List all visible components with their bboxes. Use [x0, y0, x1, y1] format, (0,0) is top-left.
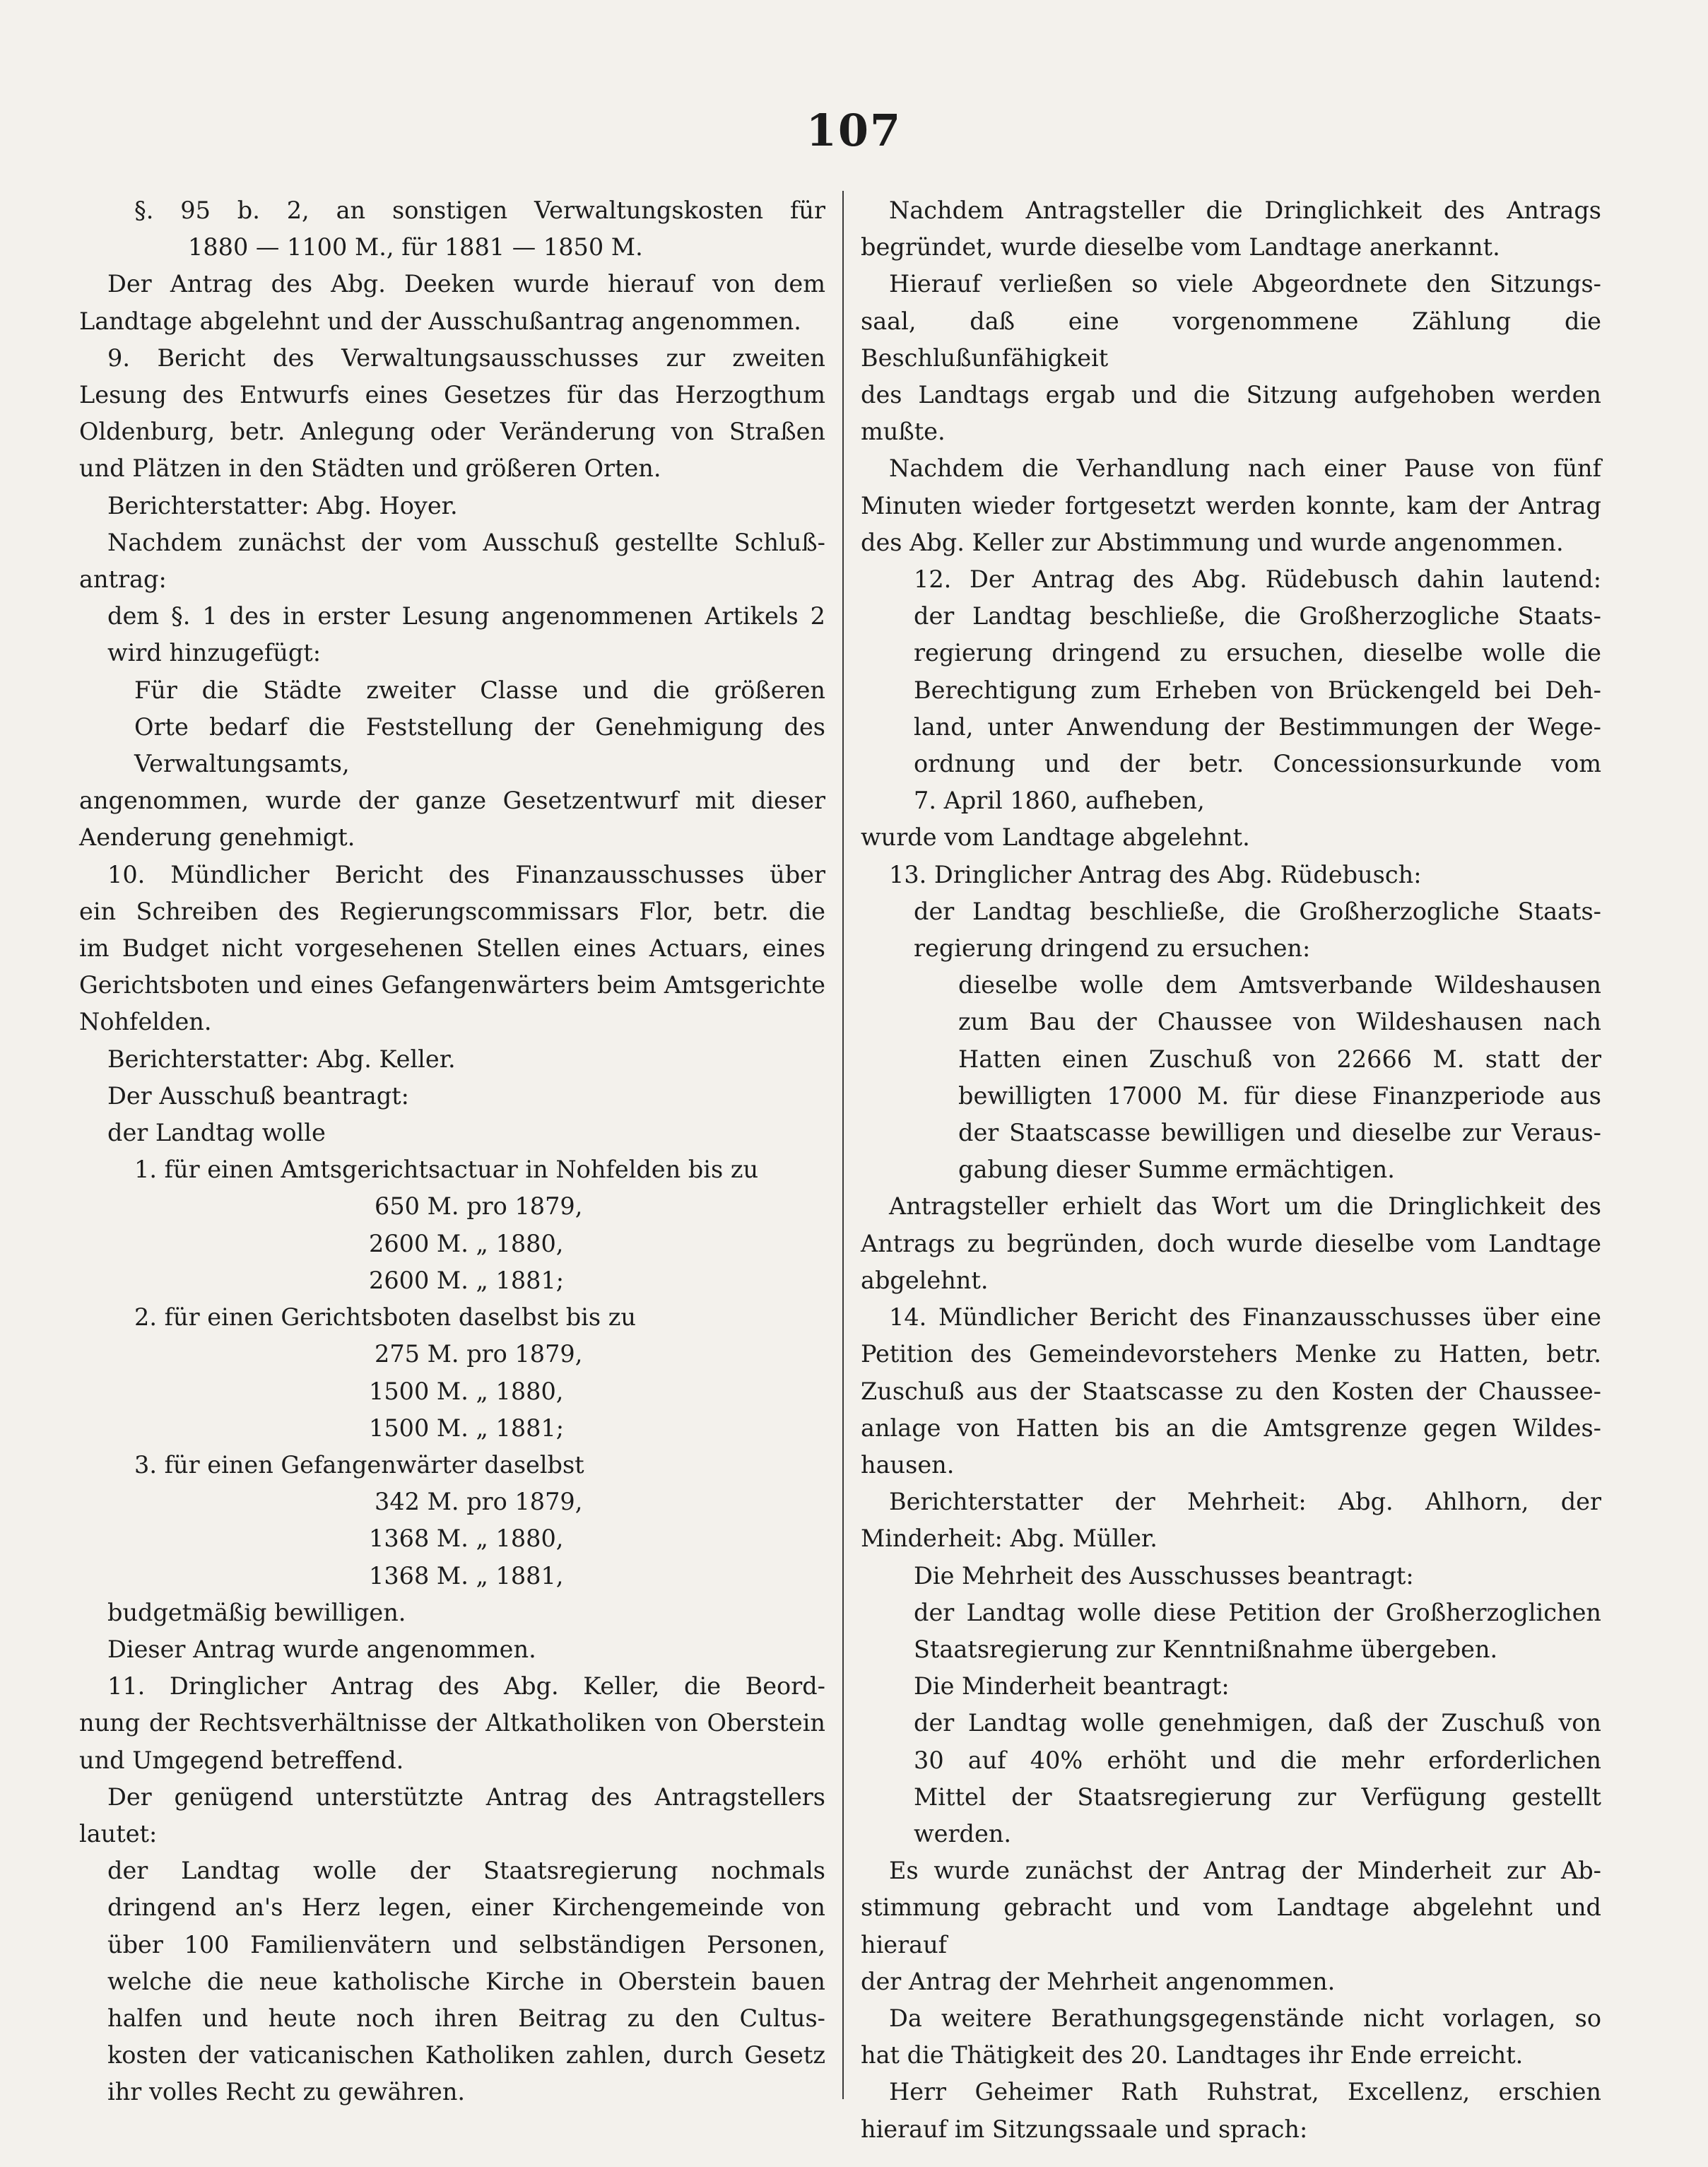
text-line: Zuschuß aus der Staatscasse zu den Kosten der Chaussee- [861, 1377, 1601, 1405]
text-line: 1500 M. „ 1881; [369, 1414, 565, 1442]
text-line: Aenderung genehmigt. [79, 823, 355, 852]
text-line: Der genügend unterstützte Antrag des Antragstellers [107, 1783, 825, 1811]
text-line: 14. Mündlicher Bericht des Finanzausschusses über eine [889, 1303, 1601, 1332]
text-line: 650 M. pro 1879, [375, 1192, 583, 1221]
text-line: der Landtag wolle [107, 1119, 326, 1147]
text-line: Dieser Antrag wurde angenommen. [107, 1635, 536, 1663]
text-line: Da weitere Berathungsgegenstände nicht vorlagen, so [889, 2004, 1601, 2032]
text-line: land, unter Anwendung der Bestimmungen der Wege- [914, 712, 1601, 741]
text-line: Berechtigung zum Erheben von Brückengeld bei Deh- [914, 676, 1601, 704]
text-line: 7. April 1860, aufheben, [914, 787, 1205, 815]
text-line: saal, daß eine vorgenommene Zählung die Beschlußunfähigkeit [861, 307, 1601, 372]
text-line: Minderheit: Abg. Müller. [861, 1525, 1158, 1553]
text-line: der Landtag beschließe, die Großherzogliche Staats- [914, 897, 1601, 925]
text-line: der Antrag der Mehrheit angenommen. [861, 1967, 1336, 1995]
text-line: werden. [914, 1819, 1012, 1848]
text-line: abgelehnt. [861, 1266, 989, 1294]
text-line: Antrags zu begründen, doch wurde dieselbe vom Landtage [861, 1229, 1601, 1257]
text-line: regierung dringend zu ersuchen: [914, 934, 1311, 963]
text-line: gabung dieser Summe ermächtigen. [958, 1156, 1395, 1184]
text-line: bewilligten 17000 M. für diese Finanzperiode aus [958, 1081, 1601, 1110]
text-line: Nachdem Antragsteller die Dringlichkeit des Antrags [889, 196, 1601, 224]
text-line: ein Schreiben des Regierungscommissars Flor, betr. die [79, 897, 825, 925]
text-line: 11. Dringlicher Antrag des Abg. Keller, die Beord- [107, 1672, 825, 1701]
text-line: und Umgegend betreffend. [79, 1746, 404, 1774]
text-line: kosten der vaticanischen Katholiken zahlen, durch Gesetz [107, 2041, 825, 2069]
text-line: regierung dringend zu ersuchen, dieselbe wolle die [914, 639, 1601, 667]
text-line: Staatsregierung zur Kenntnißnahme übergeben. [914, 1635, 1498, 1663]
text-line: halfen und heute noch ihren Beitrag zu den Cultus- [107, 2004, 825, 2032]
text-line: anlage von Hatten bis an die Amtsgrenze gegen Wildes- [861, 1414, 1601, 1442]
text-line: Oldenburg, betr. Anlegung oder Veränderung von Straßen [79, 418, 825, 446]
text-line: der Landtag wolle genehmigen, daß der Zuschuß von [914, 1709, 1601, 1737]
text-line: 2600 M. „ 1881; [369, 1266, 565, 1294]
text-line: Der Antrag des Abg. Deeken wurde hierauf von dem [107, 270, 825, 298]
text-line: Minuten wieder fortgesetzt werden konnte, kam der Antrag [861, 491, 1601, 519]
text-line: 2600 M. „ 1880, [369, 1229, 564, 1257]
text-line: des Landtags ergab und die Sitzung aufgehoben werden [861, 381, 1601, 409]
text-line: Nachdem die Verhandlung nach einer Pause von fünf [889, 454, 1601, 483]
text-line: 2. für einen Gerichtsboten daselbst bis zu [134, 1303, 636, 1332]
text-line: wird hinzugefügt: [107, 639, 322, 667]
text-line: hat die Thätigkeit des 20. Landtages ihr Ende erreicht. [861, 2041, 1524, 2069]
text-line: der Landtag beschließe, die Großherzogliche Staats- [914, 602, 1601, 630]
text-line: Verwaltungsamts, [134, 750, 350, 778]
text-line: Berichterstatter der Mehrheit: Abg. Ahlhorn, der [889, 1488, 1601, 1516]
text-line: Die Minderheit beantragt: [914, 1672, 1230, 1701]
text-line: Landtage abgelehnt und der Ausschußantrag angenommen. [79, 307, 801, 335]
text-line: Es wurde zunächst der Antrag der Minderheit zur Ab- [889, 1857, 1601, 1885]
text-line: Nachdem zunächst der vom Ausschuß gestellte Schluß- [107, 528, 825, 556]
text-line: budgetmäßig bewilligen. [107, 1598, 406, 1626]
text-line: wurde vom Landtage abgelehnt. [861, 823, 1250, 852]
text-line: Hierauf verließen so viele Abgeordnete den Sitzungs- [889, 270, 1601, 298]
text-line: Herr Geheimer Rath Ruhstrat, Excellenz, erschien [889, 2078, 1601, 2106]
text-line: Berichterstatter: Abg. Keller. [107, 1045, 456, 1073]
text-line: 3. für einen Gefangenwärter daselbst [134, 1450, 584, 1479]
text-line: hausen. [861, 1450, 955, 1479]
text-line: 275 M. pro 1879, [375, 1340, 583, 1368]
text-line: Der Ausschuß beantragt: [107, 1081, 409, 1110]
text-line: des Abg. Keller zur Abstimmung und wurde angenommen. [861, 528, 1564, 556]
text-line: Antragsteller erhielt das Wort um die Dringlichkeit des [889, 1192, 1601, 1221]
text-line: 1. für einen Amtsgerichtsactuar in Nohfelden bis zu [134, 1156, 759, 1184]
column-divider [842, 191, 844, 2099]
text-line: ordnung und der betr. Concessionsurkunde vom [914, 750, 1601, 778]
text-line: Nohfelden. [79, 1008, 212, 1036]
text-line: 1368 M. „ 1880, [369, 1525, 564, 1553]
text-line: im Budget nicht vorgesehenen Stellen eines Actuars, eines [79, 934, 825, 963]
text-line: 1368 M. „ 1881, [369, 1561, 564, 1590]
page-number: 107 [806, 105, 902, 156]
text-line: Lesung des Entwurfs eines Gesetzes für das Herzogthum [79, 381, 825, 409]
text-line: mußte. [861, 418, 946, 446]
text-line: begründet, wurde dieselbe vom Landtage anerkannt. [861, 233, 1500, 262]
text-line: zum Bau der Chaussee von Wildeshausen nach [958, 1008, 1601, 1036]
text-line: 342 M. pro 1879, [375, 1488, 583, 1516]
text-line: über 100 Familienvätern und selbständigen Personen, [107, 1930, 825, 1958]
text-line: 13. Dringlicher Antrag des Abg. Rüdebusch: [889, 860, 1422, 888]
text-line: hierauf im Sitzungssaale und sprach: [861, 2115, 1308, 2143]
text-line: der Staatscasse bewilligen und dieselbe zur Veraus- [958, 1119, 1601, 1147]
text-line: Orte bedarf die Feststellung der Genehmigung des [134, 712, 825, 741]
text-line: ihr volles Recht zu gewähren. [107, 2078, 466, 2106]
text-line: §. 95 b. 2, an sonstigen Verwaltungskosten für [134, 196, 825, 224]
text-line: Gerichtsboten und eines Gefangenwärters beim Amtsgerichte [79, 971, 825, 999]
text-line: lautet: [79, 1819, 158, 1848]
text-line: nung der Rechtsverhältnisse der Altkatholiken von Oberstein [79, 1709, 825, 1737]
text-line: Die Mehrheit des Ausschusses beantragt: [914, 1561, 1414, 1590]
right-column [861, 192, 1601, 2148]
text-line: stimmung gebracht und vom Landtage abgelehnt und hierauf [861, 1893, 1601, 1958]
text-line: dem §. 1 des in erster Lesung angenommenen Artikels 2 [107, 602, 825, 630]
text-line: der Landtag wolle der Staatsregierung nochmals [107, 1857, 825, 1885]
text-line: Für die Städte zweiter Classe und die größeren [134, 676, 825, 704]
text-line: antrag: [79, 565, 167, 594]
text-line: welche die neue katholische Kirche in Oberstein bauen [107, 1967, 825, 1995]
text-line: und Plätzen in den Städten und größeren Orten. [79, 454, 661, 483]
text-line: 10. Mündlicher Bericht des Finanzausschusses über [107, 860, 825, 888]
text-line: angenommen, wurde der ganze Gesetzentwurf mit dieser [79, 787, 825, 815]
text-line: Mittel der Staatsregierung zur Verfügung gestellt [914, 1783, 1601, 1811]
text-line: der Landtag wolle diese Petition der Großherzoglichen [914, 1598, 1601, 1626]
text-line: Hatten einen Zuschuß von 22666 M. statt der [958, 1045, 1601, 1073]
text-line: 9. Bericht des Verwaltungsausschusses zur zweiten [107, 343, 825, 372]
text-line: Petition des Gemeindevorstehers Menke zu Hatten, betr. [861, 1340, 1601, 1368]
text-line: 30 auf 40% erhöht und die mehr erforderlichen [914, 1746, 1601, 1774]
text-line: 1880 — 1100 M., für 1881 — 1850 M. [188, 233, 643, 262]
text-line: Berichterstatter: Abg. Hoyer. [107, 491, 458, 519]
text-line: dieselbe wolle dem Amtsverbande Wildeshausen [958, 971, 1601, 999]
text-line: 1500 M. „ 1880, [369, 1377, 564, 1405]
text-line: 12. Der Antrag des Abg. Rüdebusch dahin lautend: [914, 565, 1601, 594]
text-line: dringend an's Herz legen, einer Kirchengemeinde von [107, 1893, 825, 1922]
left-column [79, 192, 825, 2111]
